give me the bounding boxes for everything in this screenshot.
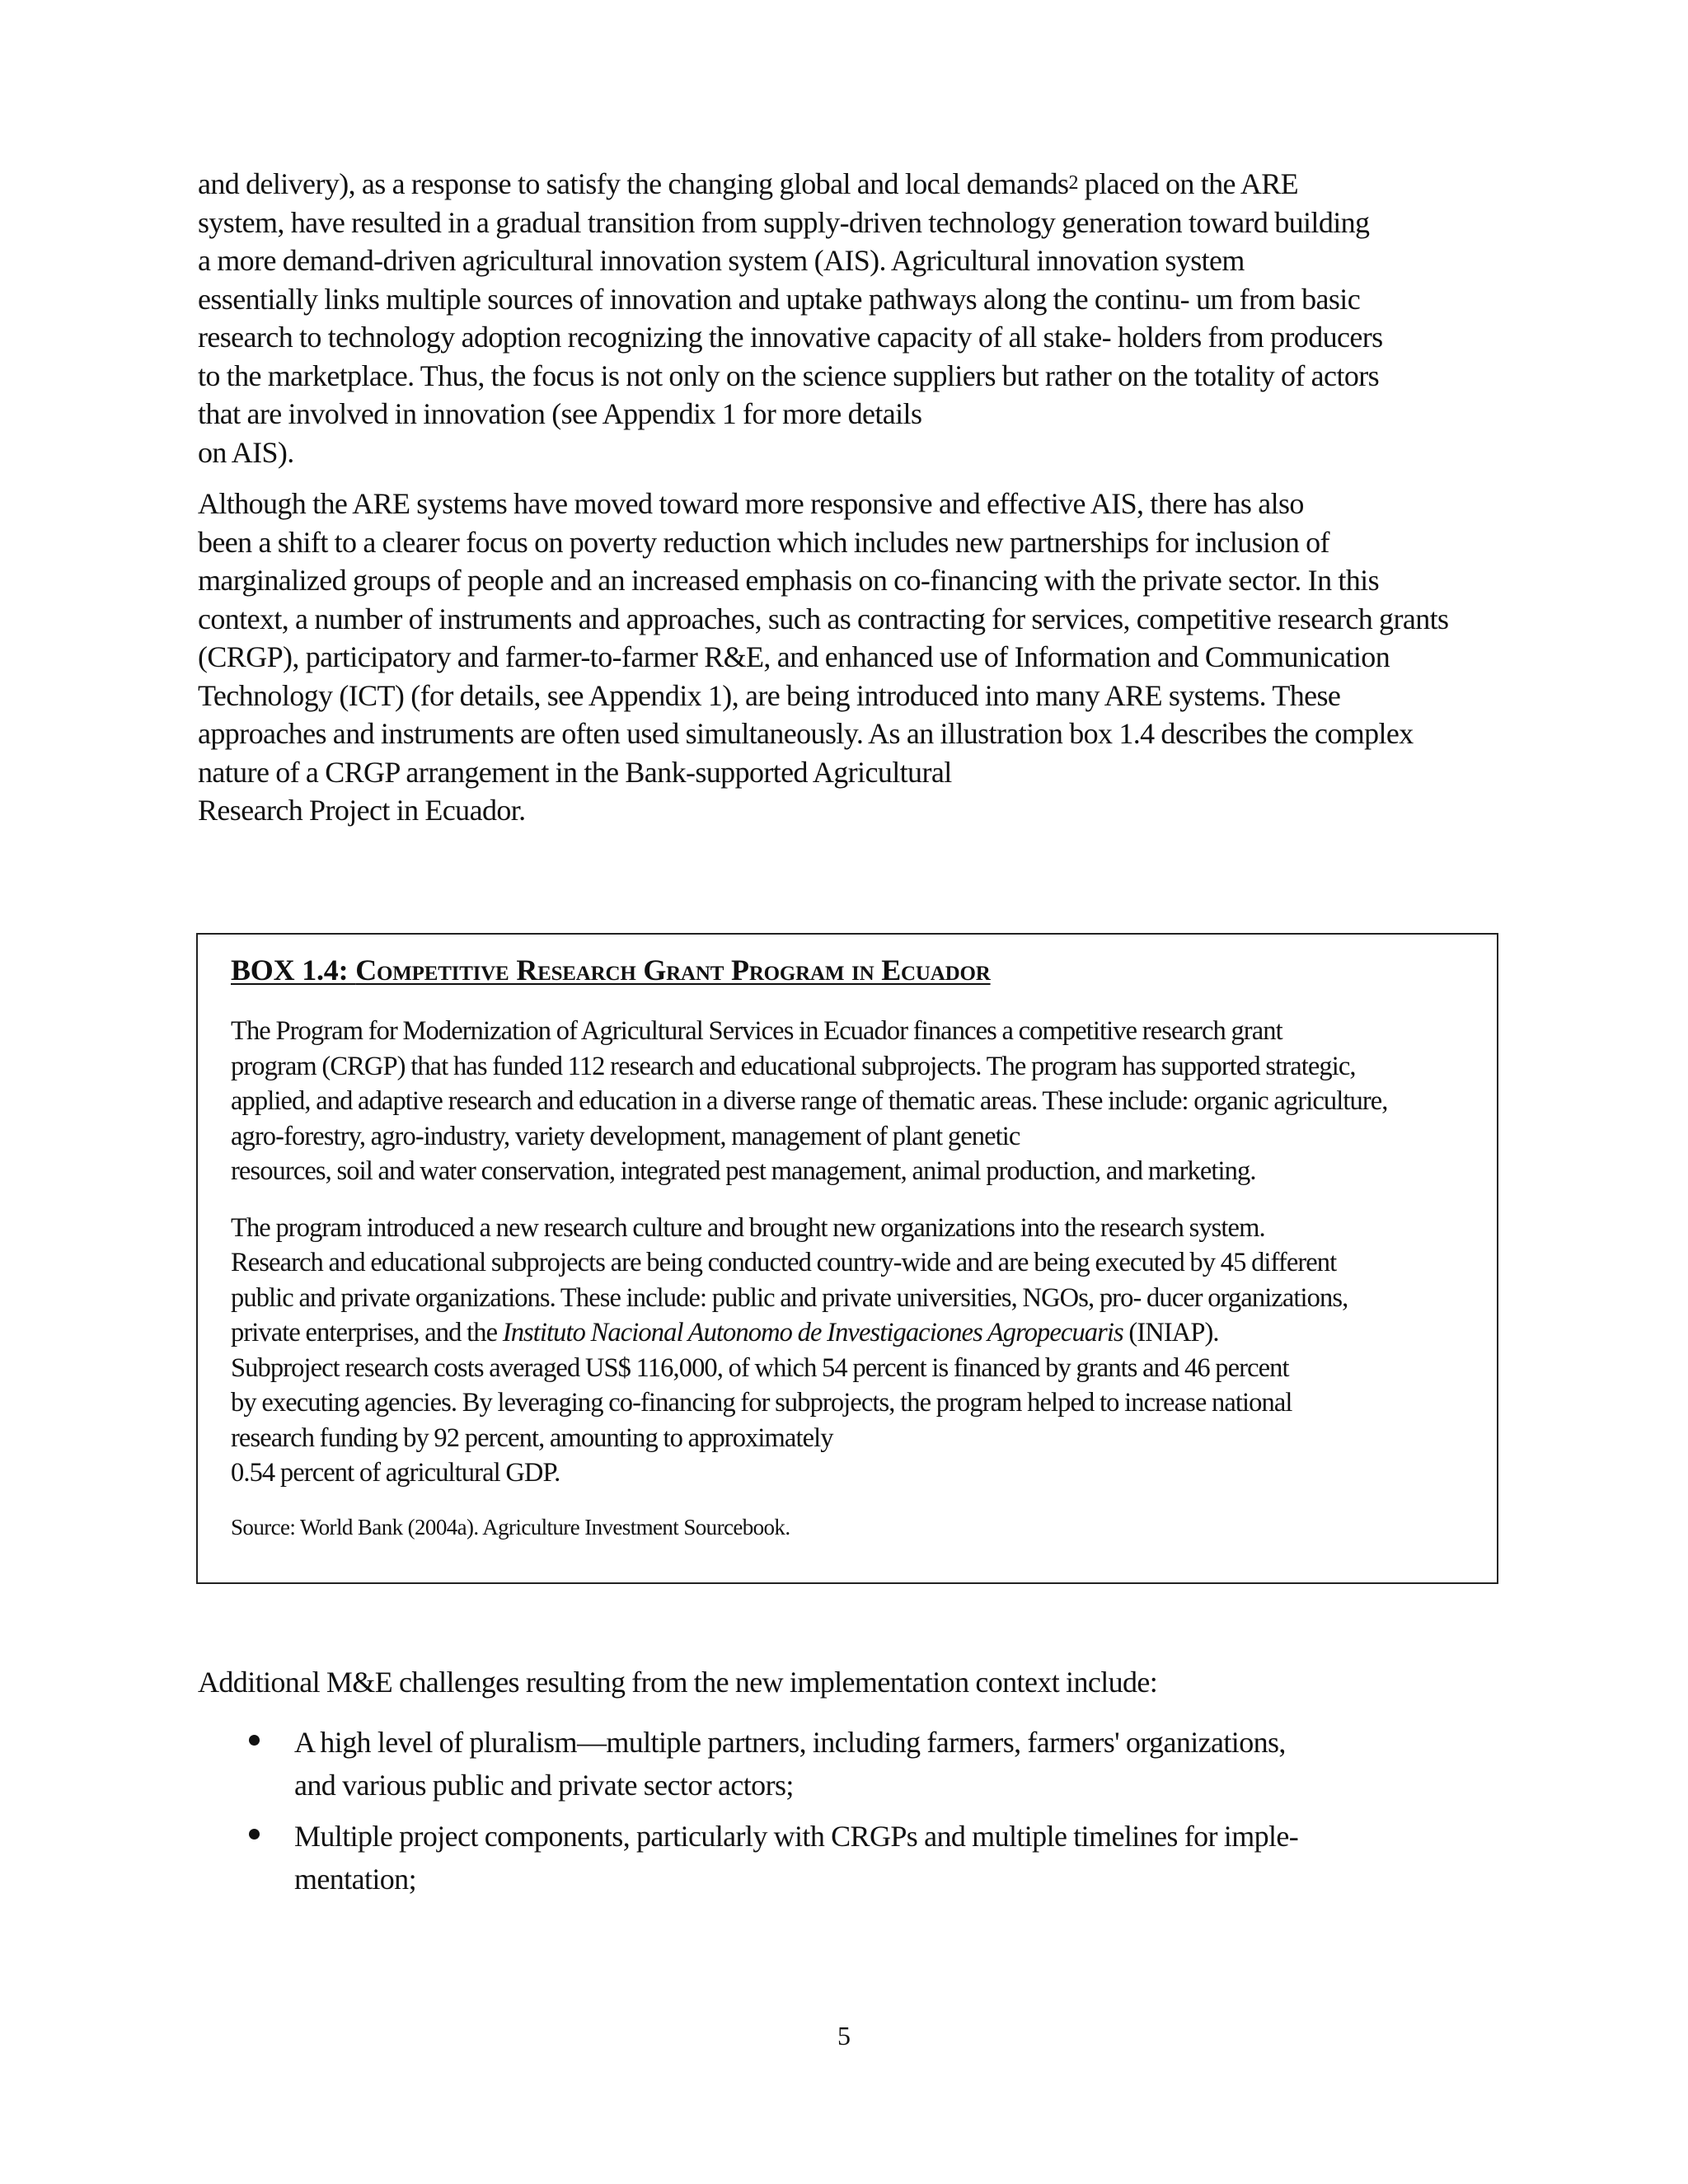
paragraph-line: context, a number of instruments and approaches, such as contracting for services, competitive research grants bbox=[198, 602, 1449, 635]
box-line: The Program for Modernization of Agricultural Services in Ecuador finances a competitive research grant bbox=[231, 1016, 1282, 1046]
box-title: BOX 1.4: Competitive Research Grant Program in Ecuador bbox=[231, 954, 991, 987]
intro-paragraph bbox=[198, 165, 1500, 471]
paragraph-line: marginalized groups of people and an increased emphasis on co-financing with the private sector. In this bbox=[198, 564, 1379, 597]
box-line: program (CRGP) that has funded 112 research and educational subprojects. The program has supported strategic, bbox=[231, 1051, 1356, 1081]
footnote-reference[interactable]: 2 bbox=[1068, 172, 1078, 194]
paragraph-line: nature of a CRGP arrangement in the Bank-supported Agricultural bbox=[198, 755, 952, 789]
box-line: public and private organizations. These include: public and private universities, NGOs, pro- ducer organizations, bbox=[231, 1282, 1348, 1313]
paragraph-line: to the marketplace. Thus, the focus is not only on the science suppliers but rather on the totality of actors bbox=[198, 359, 1380, 392]
box-line: Research and educational subprojects are being conducted country-wide and are being executed by 45 different bbox=[231, 1248, 1337, 1277]
paragraph-line: Research Project in Ecuador. bbox=[198, 794, 526, 827]
paragraph-line: on AIS). bbox=[198, 435, 294, 469]
paragraph-line: approaches and instruments are often used simultaneously. As an illustration box 1.4 describes the complex bbox=[198, 717, 1414, 750]
paragraph-line: a more demand-driven agricultural innovation system (AIS). Agricultural innovation system bbox=[198, 244, 1245, 277]
second-paragraph bbox=[198, 485, 1500, 830]
bullet-icon bbox=[249, 1829, 260, 1840]
paragraph-line: been a shift to a clearer focus on poverty reduction which includes new partnerships for inclusion of bbox=[198, 525, 1329, 559]
box-line: private enterprises, and the Instituto Nacional Autonomo de Investigaciones Agropecuaris (INIAP). bbox=[231, 1318, 1219, 1347]
paragraph-line: Technology (ICT) (for details, see Appendix 1), are being introduced into many ARE systems. These bbox=[198, 678, 1341, 712]
paragraph-line: and delivery), as a response to satisfy the changing global and local demands$^2$ placed on the ARE bbox=[198, 167, 1299, 200]
paragraph-line: (CRGP), participatory and farmer-to-farmer R&E, and enhanced use of Information and Communication bbox=[198, 640, 1390, 673]
challenges-list bbox=[198, 1721, 1500, 1900]
box-line: research funding by 92 percent, amounting to approximately bbox=[231, 1422, 833, 1453]
paragraph-line: essentially links multiple sources of innovation and uptake pathways along the continu- um from basic bbox=[198, 282, 1361, 316]
box-line: by executing agencies. By leveraging co-financing for subprojects, the program helped to increase national bbox=[231, 1388, 1292, 1418]
paragraph-line: system, have resulted in a gradual transition from supply-driven technology generation toward building bbox=[198, 205, 1370, 239]
box-line: The program introduced a new research culture and brought new organizations into the research system. bbox=[231, 1212, 1265, 1243]
box-source: Source: World Bank (2004a). Agriculture Investment Sourcebook. bbox=[231, 1514, 790, 1540]
institute-name: Instituto Nacional Autonomo de Investigaciones Agropecuaris bbox=[502, 1318, 1123, 1347]
box-line: Subproject research costs averaged US$ 116,000, of which 54 percent is financed by grants and 46 percent bbox=[231, 1352, 1289, 1383]
list-item: Multiple project components, particularly with CRGPs and multiple timelines for imple- mentation; bbox=[198, 1815, 1500, 1900]
box-paragraph bbox=[231, 1211, 1464, 1491]
paragraph-line: that are involved in innovation (see Appendix 1 for more details bbox=[198, 397, 922, 430]
bullet-icon bbox=[249, 1735, 260, 1746]
box-line: applied, and adaptive research and education in a diverse range of thematic areas. These include: organic agriculture, bbox=[231, 1086, 1388, 1116]
box-line: resources, soil and water conservation, integrated pest management, animal production, and marketing. bbox=[231, 1156, 1256, 1186]
page-number: 5 bbox=[837, 2021, 851, 2050]
paragraph-line: research to technology adoption recognizing the innovative capacity of all stake- holders from producers bbox=[198, 321, 1383, 354]
main-text bbox=[198, 165, 1500, 830]
paragraph-line: Although the ARE systems have moved toward more responsive and effective AIS, there has also bbox=[198, 487, 1304, 520]
box-paragraph bbox=[231, 1014, 1464, 1189]
list-item: A high level of pluralism—multiple partners, including farmers, farmers' organizations, and various public and private sector actors; bbox=[198, 1721, 1500, 1807]
challenges-intro: Additional M&E challenges resulting from the new implementation context include: bbox=[198, 1666, 1158, 1699]
box-line: agro-forestry, agro-industry, variety development, management of plant genetic bbox=[231, 1121, 1020, 1151]
challenges-section bbox=[198, 1663, 1500, 1909]
box-1-4 bbox=[196, 933, 1498, 1584]
box-line: 0.54 percent of agricultural GDP. bbox=[231, 1458, 560, 1488]
